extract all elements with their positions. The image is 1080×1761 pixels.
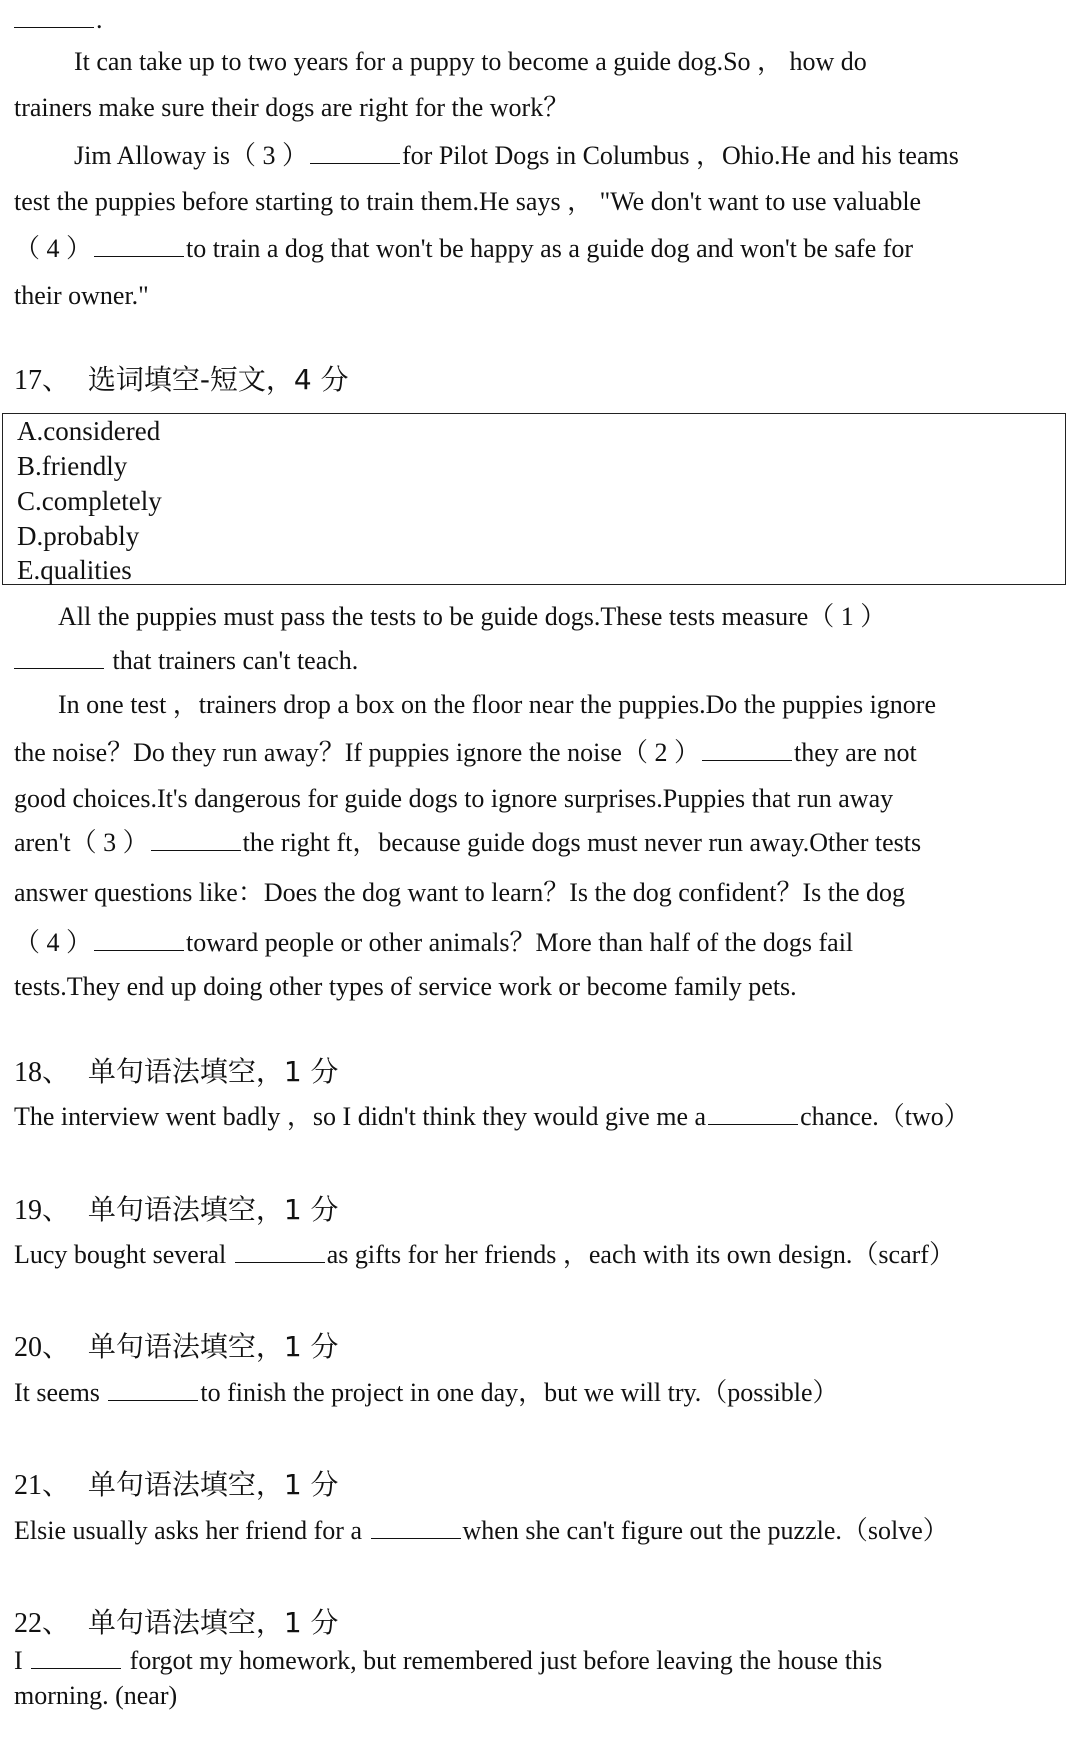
option-item: A.considered <box>17 416 161 446</box>
question-sentence: morning. (near) <box>14 1681 178 1710</box>
passage-line: It can take up to two years for a puppy to become a guide dog.So ， how do <box>74 47 867 76</box>
question-title: 20、 单句语法填空，1 分 <box>14 1330 339 1363</box>
answer-blank[interactable] <box>235 1261 325 1263</box>
question-sentence: I forgot my homework, but remembered just before leaving the house this <box>14 1646 883 1675</box>
option-item: D.probably <box>17 521 140 551</box>
passage-line: test the puppies before starting to train them.He says ， "We don't want to use valuable <box>14 187 922 216</box>
answer-blank[interactable] <box>371 1537 461 1539</box>
answer-blank[interactable] <box>31 1667 121 1669</box>
question-title: 22、 单句语法填空，1 分 <box>14 1606 339 1639</box>
question-sentence: The interview went badly ，so I didn't think they would give me a chance.（two） <box>14 1102 970 1131</box>
passage-line: aren't（ 3 ） the right ft，because guide dogs must never run away.Other tests <box>14 828 922 857</box>
passage-line: Jim Alloway is（ 3 ） for Pilot Dogs in Columbus ，Ohio.He and his teams <box>74 141 959 170</box>
answer-blank[interactable] <box>14 667 104 669</box>
answer-blank[interactable] <box>708 1123 798 1125</box>
answer-blank[interactable] <box>310 162 400 164</box>
passage-line: All the puppies must pass the tests to be guide dogs.These tests measure（ 1 ） <box>58 602 887 631</box>
question-title: 18、 单句语法填空，1 分 <box>14 1055 339 1088</box>
passage-line: their owner." <box>14 281 149 310</box>
passage-line: （ 4 ） to train a dog that won't be happy as a guide dog and won't be safe for <box>14 234 914 263</box>
option-item: B.friendly <box>17 451 128 481</box>
passage-line: the noise？Do they run away？If puppies ignore the noise（ 2 ） they are not <box>14 738 917 767</box>
passage-line: answer questions like：Does the dog want to learn？Is the dog confident？Is the dog <box>14 878 906 907</box>
leading-blank: . <box>14 4 103 35</box>
answer-blank[interactable] <box>151 849 241 851</box>
question-sentence: It seems to finish the project in one day，but we will try.（possible） <box>14 1378 839 1407</box>
question-sentence: Lucy bought several as gifts for her friends ，each with its own design.（scarf） <box>14 1240 955 1269</box>
answer-blank[interactable] <box>94 255 184 257</box>
question-sentence: Elsie usually asks her friend for a when she can't figure out the puzzle.（solve） <box>14 1516 949 1545</box>
question-title: 17、 选词填空-短文，4 分 <box>14 363 349 396</box>
passage-line: that trainers can't teach. <box>14 645 358 676</box>
question-title: 21、 单句语法填空，1 分 <box>14 1468 339 1501</box>
passage-line: trainers make sure their dogs are right for the work？ <box>14 93 570 122</box>
passage-line: tests.They end up doing other types of service work or become family pets. <box>14 972 797 1001</box>
question-title: 19、 单句语法填空，1 分 <box>14 1193 339 1226</box>
passage-line: （ 4 ） toward people or other animals？More than half of the dogs fail <box>14 928 854 957</box>
passage-line: In one test ，trainers drop a box on the floor near the puppies.Do the puppies ignore <box>58 690 936 719</box>
answer-blank[interactable] <box>94 949 184 951</box>
option-item: E.qualities <box>17 555 132 585</box>
answer-blank[interactable] <box>702 759 792 761</box>
answer-blank[interactable] <box>108 1399 198 1401</box>
options-box <box>2 413 1066 585</box>
passage-line: good choices.It's dangerous for guide dogs to ignore surprises.Puppies that run away <box>14 784 894 813</box>
option-item: C.completely <box>17 486 162 516</box>
